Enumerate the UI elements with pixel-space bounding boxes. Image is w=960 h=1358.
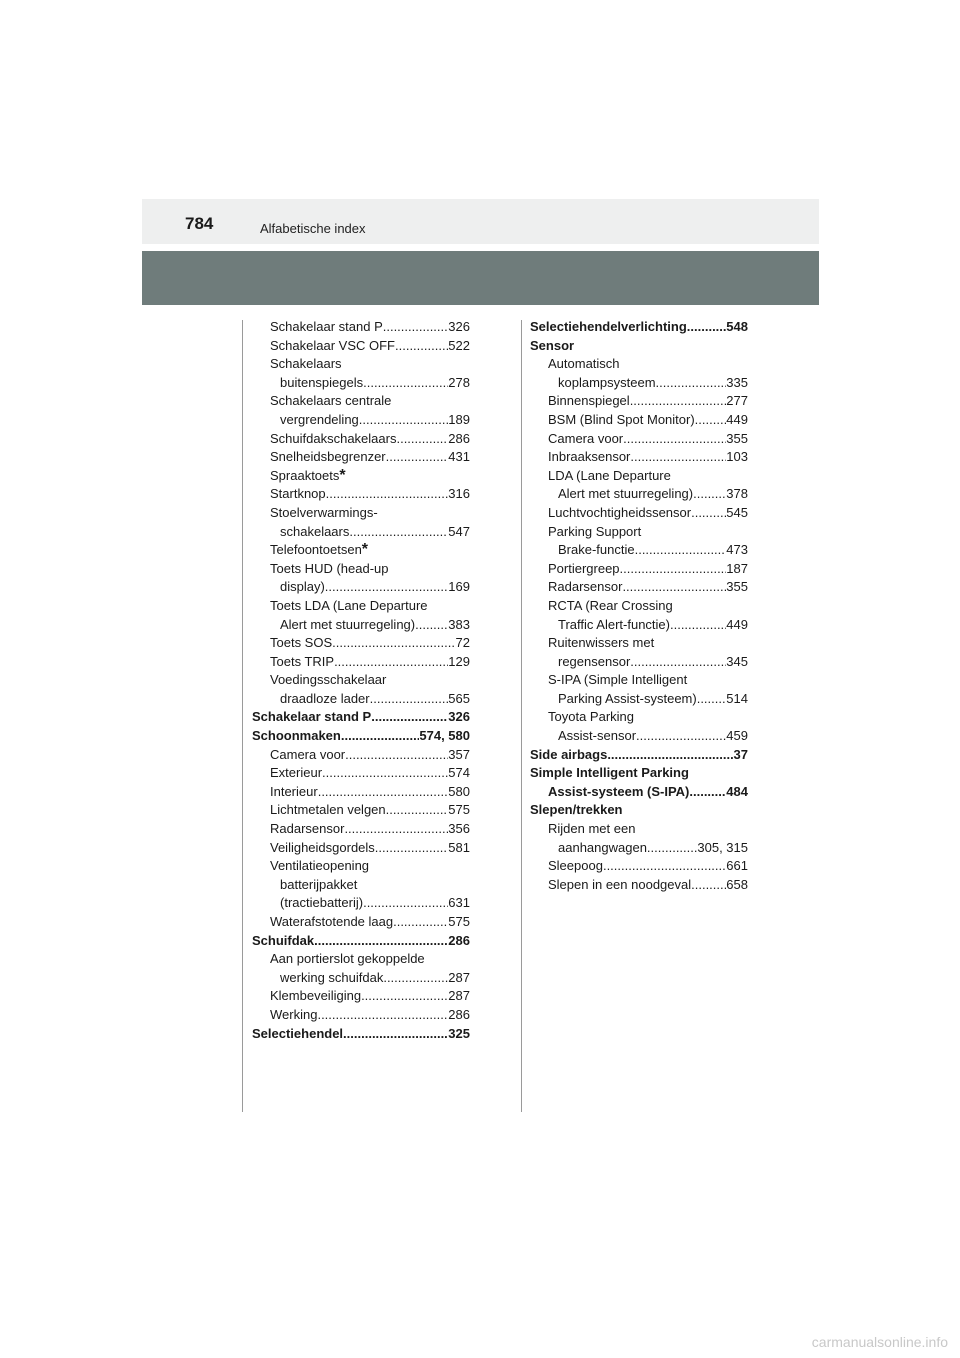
section-title: Alfabetische index [260,221,366,236]
entry-page: 355 [726,430,748,446]
index-entry [530,337,748,356]
entry-text: BSM (Blind Spot Monitor) [548,411,695,427]
index-entry [530,523,748,560]
entry-page: 575 [448,802,470,818]
leader-dots [697,690,727,709]
leader-dots [386,801,449,820]
entry-page: 286 [448,430,470,446]
leader-dots [691,504,726,523]
leader-dots [359,411,449,430]
entry-page: 449 [726,411,748,427]
entry-text: Toets LDA (Lane Departure [270,597,428,613]
index-entry [530,430,748,449]
entry-page: 355 [726,579,748,595]
entry-text: Ruitenwissers met [548,635,655,651]
leader-dots [630,448,726,467]
index-entry [530,392,748,411]
entry-text: Toets TRIP [270,653,335,669]
index-entry [530,318,748,337]
index-entry [252,318,470,337]
index-column-left [252,318,470,1043]
index-entry [252,839,470,858]
entry-text: Luchtvochtigheidssensor [548,504,692,520]
leader-dots [687,318,727,337]
leader-dots [630,653,726,672]
entry-page: 72 [455,635,470,651]
leader-dots [396,430,448,449]
index-entry [530,467,748,504]
entry-text: Assist-sensor [558,728,637,744]
leader-dots [623,430,726,449]
index-entry [252,913,470,932]
entry-text: Brake-functie [558,542,635,558]
entry-text: Schakelaar stand P [252,709,372,725]
leader-dots [326,485,449,504]
entry-page: 547 [448,523,470,539]
entry-page: 277 [726,393,748,409]
entry-page: 325 [448,1025,470,1041]
entry-page: 661 [726,858,748,874]
entry-text: Schakelaar stand P [270,319,383,334]
index-entry [252,857,470,913]
entry-text: Sleepoog [548,858,603,874]
index-entry [252,1006,470,1025]
entry-text: Slepen in een noodgeval [548,876,692,892]
entry-page: 514 [726,690,748,706]
entry-page: 431 [448,449,470,465]
entry-page: 459 [726,728,748,744]
leader-dots [332,634,455,653]
index-entry [252,337,470,356]
leader-dots [361,987,448,1006]
index-entry: Telefoontoetsen * [270,541,369,559]
entry-text: Telefoontoetsen [270,542,362,558]
entry-text: Toyota Parking [548,709,634,725]
entry-text: Toets HUD (head-up [270,560,389,576]
leader-dots [691,876,726,895]
index-entry [252,430,470,449]
index-entry [252,560,470,597]
leader-dots [344,820,448,839]
leader-dots [317,1006,448,1025]
index-entry [252,671,470,708]
leader-dots [371,708,448,727]
left-column-rule [242,320,243,1112]
entry-text: Assist-systeem (S-IPA) [548,783,690,799]
entry-text: Simple Intelligent Parking [530,765,689,781]
index-entry: Spraaktoets * [270,466,346,484]
entry-text: Radarsensor [548,579,623,595]
entry-page: 581 [448,839,470,855]
leader-dots [363,374,448,393]
leader-dots [656,374,727,393]
leader-dots [322,764,448,783]
index-entry [530,411,748,430]
entry-page: 545 [726,504,748,520]
entry-text: Voedingsschakelaar [270,672,387,688]
entry-page: 574, 580 [419,728,470,744]
entry-page: 575 [448,914,470,929]
index-entry [252,597,470,634]
entry-text: Waterafstotende laag [270,914,394,929]
index-entry [252,448,470,467]
entry-text: Schakelaar VSC OFF [270,337,395,353]
index-entry [252,355,470,392]
leader-dots [383,318,449,337]
entry-text: Interieur [270,783,318,799]
leader-dots [345,746,448,765]
index-entry [252,820,470,839]
leader-dots [636,727,726,746]
entry-text: koplampsysteem [558,374,656,390]
index-entry [252,932,470,951]
entry-text: Stoelverwarmings- [270,504,378,520]
leader-dots [630,392,727,411]
entry-page: 580 [448,783,470,799]
entry-text: Veiligheidsgordels [270,839,375,855]
leader-dots [363,894,448,913]
leader-dots [318,783,449,802]
index-entry [530,764,748,801]
entry-page: 286 [448,932,470,948]
index-entry [530,578,748,597]
entry-text: Schakelaars centrale [270,393,392,409]
entry-text: Radarsensor [270,821,345,837]
entry-page: 473 [726,542,748,558]
entry-text: RCTA (Rear Crossing [548,597,673,613]
entry-text: Schakelaars [270,356,342,372]
entry-text: werking schuifdak [280,969,384,985]
entry-page: 383 [448,616,470,632]
entry-text: vergrendeling [280,411,359,427]
entry-text: Inbraaksensor [548,449,631,465]
entry-text: Exterieur [270,765,323,781]
entry-text: Rijden met een [548,821,636,837]
entry-text: Parking Assist-systeem) [558,690,697,706]
entry-text: Toets SOS [270,635,333,651]
entry-text: Camera voor [548,430,624,446]
entry-page: 287 [448,969,470,985]
index-entry [252,392,470,429]
entry-page: 326 [448,709,470,725]
leader-dots [620,560,727,579]
entry-text: Side airbags [530,746,608,762]
leader-dots [647,839,697,858]
entry-text: Klembeveiliging [270,988,362,1004]
index-entry [530,504,748,523]
leader-dots [341,727,420,746]
entry-page: 357 [448,746,470,762]
entry-page: 189 [448,411,470,427]
index-entry [252,1025,470,1044]
entry-text: Camera voor [270,746,346,762]
leader-dots [343,1025,448,1044]
entry-text: (tractiebatterij) [280,895,364,911]
leader-dots [603,857,726,876]
leader-dots [622,578,726,597]
leader-dots [386,448,449,467]
leader-dots [334,653,448,672]
index-entry [530,560,748,579]
index-entry [252,485,470,504]
entry-text: draadloze lader [280,690,370,706]
index-entry [252,653,470,672]
entry-text: S-IPA (Simple Intelligent [548,672,688,688]
index-entry [252,504,470,541]
index-entry [530,708,748,745]
entry-page: 631 [448,895,470,911]
entry-page: 574 [448,765,470,781]
header-band [142,251,819,305]
index-entry [530,355,748,392]
index-entry [252,634,470,653]
entry-page: 484 [726,783,748,799]
entry-page: 522 [448,337,470,353]
index-entry [530,801,748,820]
index-entry [530,448,748,467]
index-entry [252,801,470,820]
index-entry [530,597,748,634]
entry-text: Portiergreep [548,560,620,576]
leader-dots [670,616,726,635]
leader-dots [314,932,448,951]
leader-dots [415,616,448,635]
entry-text: Traffic Alert-functie) [558,616,670,632]
entry-text: Sensor [530,337,575,353]
index-entry [530,876,748,895]
entry-page: 326 [448,319,470,334]
entry-text: Automatisch [548,356,620,372]
entry-text: LDA (Lane Departure [548,467,671,483]
header-bar [142,199,819,244]
entry-text: Selectiehendelverlichting [530,319,687,334]
index-entry [252,727,470,746]
entry-text: Binnenspiegel [548,393,630,409]
leader-dots [635,541,727,560]
index-entry [252,950,470,987]
leader-dots [393,913,448,932]
index-entry [252,708,470,727]
entry-page: 548 [726,319,748,334]
entry-text: Startknop [270,486,326,502]
page-number: 784 [185,214,214,233]
entry-text: buitenspiegels [280,374,364,390]
watermark: carmanualsonline.info [811,1334,948,1350]
leader-dots [607,746,733,765]
leader-dots [325,578,449,597]
entry-page: 278 [448,374,470,390]
leader-dots [370,690,449,709]
entry-page: 658 [726,876,748,892]
entry-text: Parking Support [548,523,642,539]
entry-page: 565 [448,690,470,706]
entry-text: Schuifdak [252,932,315,948]
leader-dots [689,783,726,802]
entry-text: Spraaktoets [270,467,340,483]
entry-text: Selectiehendel [252,1025,344,1041]
entry-text: Slepen/trekken [530,802,623,818]
entry-text: Werking [270,1006,318,1022]
entry-text: Ventilatieopening [270,858,370,874]
entry-text: Schuifdakschakelaars [270,430,397,446]
index-entry [530,671,748,708]
entry-text: Aan portierslot gekoppelde [270,951,425,967]
index-column-right [530,318,748,894]
entry-page: 103 [726,449,748,465]
entry-text: display) [280,579,325,595]
leader-dots [375,839,449,858]
index-entry [530,857,748,876]
leader-dots [693,485,726,504]
entry-page: 129 [448,653,470,669]
entry-text: schakelaars [280,523,350,539]
entry-page: 345 [726,653,748,669]
entry-text: Snelheidsbegrenzer [270,449,386,465]
entry-text: Alert met stuurregeling) [558,486,694,502]
entry-page: 449 [726,616,748,632]
index-entry [530,634,748,671]
entry-page: 378 [726,486,748,502]
right-column-rule [521,320,522,1112]
entry-page: 287 [448,988,470,1004]
entry-page: 335 [726,374,748,390]
entry-text: batterijpakket [280,876,358,892]
index-entry [252,783,470,802]
entry-text: Lichtmetalen velgen [270,802,386,818]
index-entry [530,746,748,765]
entry-page: 187 [726,560,748,576]
entry-page: 305, 315 [697,839,748,855]
entry-text: Schoonmaken [252,728,341,744]
leader-dots [395,337,448,356]
index-entry [252,746,470,765]
index-entry [252,764,470,783]
entry-page: 286 [448,1006,470,1022]
entry-text: regensensor [558,653,631,669]
entry-page: 356 [448,821,470,837]
entry-text: aanhangwagen [558,839,647,855]
index-entry [252,987,470,1006]
entry-page: 37 [733,746,748,762]
entry-page: 169 [448,579,470,595]
leader-dots [383,969,448,988]
entry-page: 316 [448,486,470,502]
leader-dots [349,523,448,542]
leader-dots [695,411,727,430]
index-entry [530,820,748,857]
entry-text: Alert met stuurregeling) [280,616,416,632]
